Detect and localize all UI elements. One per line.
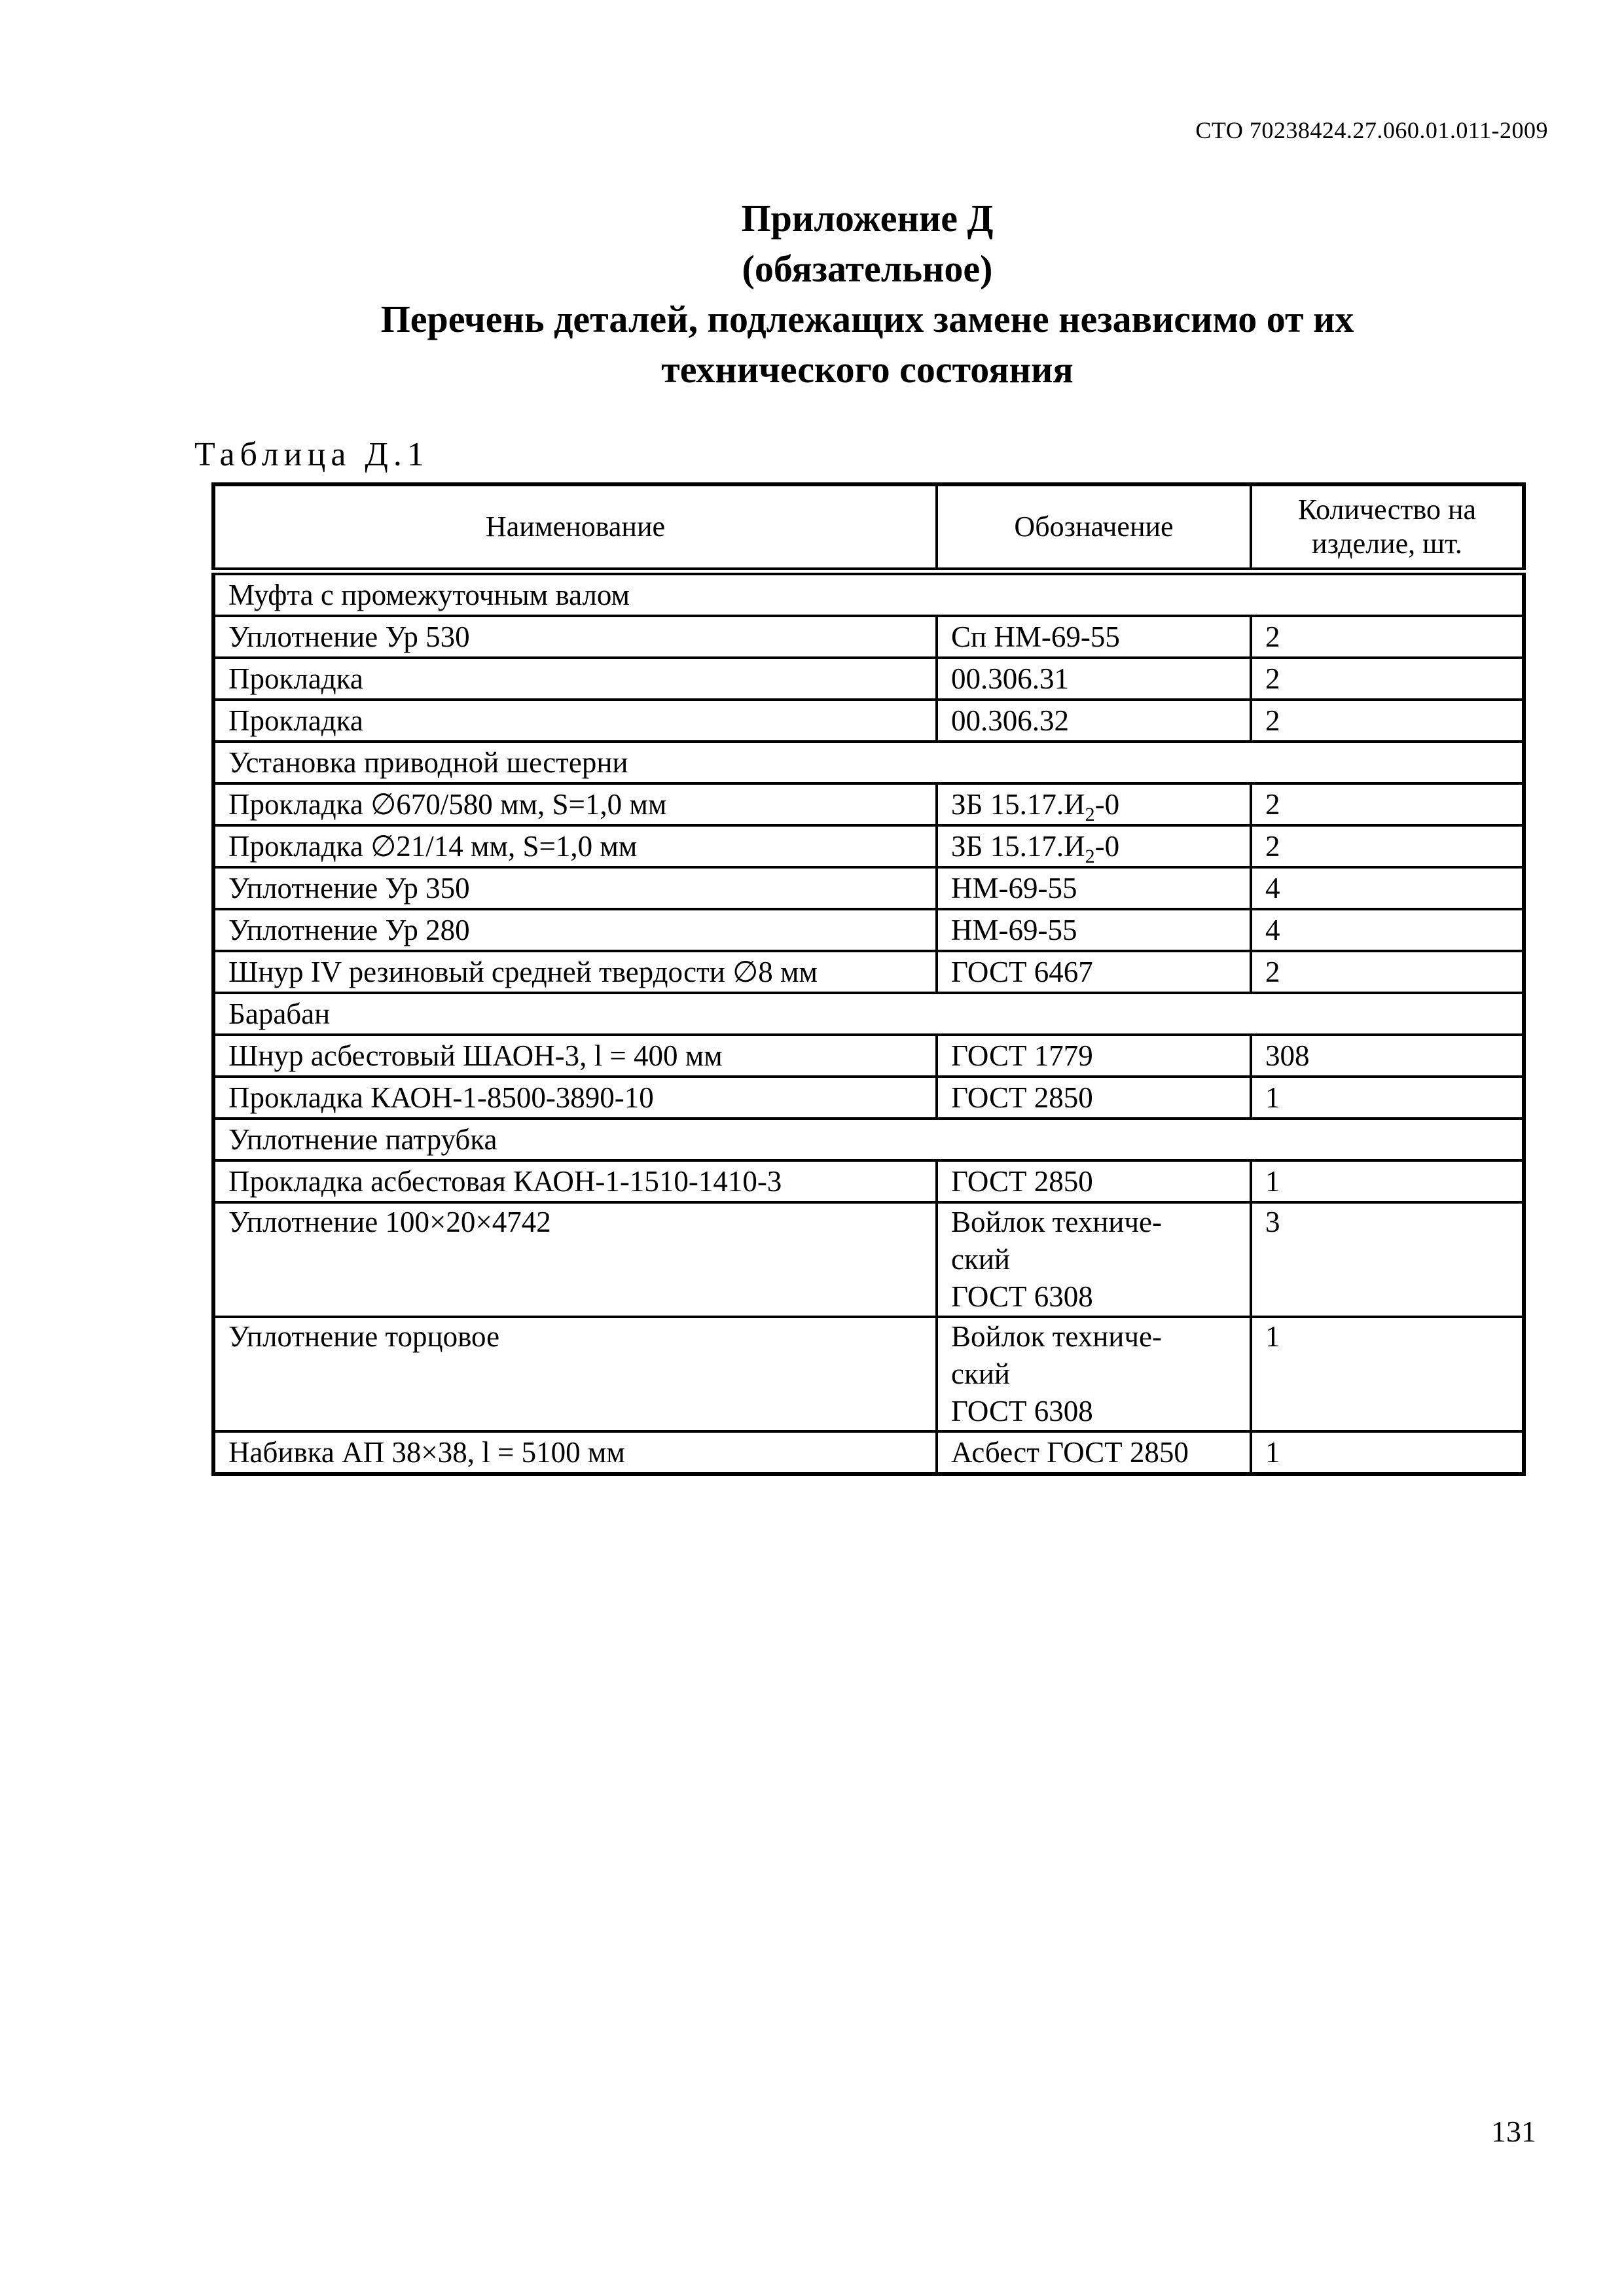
part-name: Прокладка [213, 700, 937, 742]
part-quantity: 2 [1251, 700, 1524, 742]
part-designation [937, 825, 1251, 867]
appendix-subject-line2: технического состояния [661, 348, 1074, 391]
table-row [213, 909, 1524, 951]
part-quantity: 3 [1251, 1202, 1524, 1317]
part-designation: НМ-69-55 [937, 909, 1251, 951]
appendix-title: Приложение Д [741, 197, 994, 240]
designation-tail: -0 [1094, 788, 1120, 821]
table-row [213, 1431, 1524, 1474]
part-quantity: 1 [1251, 1160, 1524, 1202]
part-name: Уплотнение 100×20×4742 [213, 1202, 937, 1317]
table-section-row [213, 571, 1524, 616]
appendix-status: (обязательное) [742, 247, 993, 290]
designation-subscript: 2 [1085, 846, 1095, 867]
table-row [213, 1160, 1524, 1202]
designation-tail: -0 [1094, 830, 1120, 863]
part-name: Уплотнение Ур 530 [213, 616, 937, 658]
table-section-row [213, 1119, 1524, 1160]
appendix-subject-line1: Перечень деталей, подлежащих замене независимо от их [380, 298, 1354, 340]
part-designation [937, 1317, 1251, 1431]
part-designation: Асбест ГОСТ 2850 [937, 1431, 1251, 1474]
part-name: Шнур IV резиновый средней твердости ∅8 мм [213, 951, 937, 993]
part-name: Прокладка асбестовая КАОН-1-1510-1410-3 [213, 1160, 937, 1202]
designation-line: ГОСТ 6308 [951, 1395, 1093, 1427]
part-designation: 00.306.31 [937, 658, 1251, 700]
part-name: Прокладка ∅670/580 мм, S=1,0 мм [213, 783, 937, 825]
part-designation: НМ-69-55 [937, 867, 1251, 909]
part-quantity: 4 [1251, 867, 1524, 909]
table-row [213, 700, 1524, 742]
part-designation: Сп НМ-69-55 [937, 616, 1251, 658]
part-designation: ГОСТ 1779 [937, 1035, 1251, 1077]
part-designation: 00.306.32 [937, 700, 1251, 742]
table-section-row [213, 742, 1524, 783]
part-name: Набивка АП 38×38, l = 5100 мм [213, 1431, 937, 1474]
part-designation [937, 1202, 1251, 1317]
part-name: Шнур асбестовый ШАОН-3, l = 400 мм [213, 1035, 937, 1077]
designation-line: ский [951, 1357, 1010, 1390]
section-label: Муфта с промежуточным валом [213, 571, 1524, 616]
section-label: Уплотнение патрубка [213, 1119, 1524, 1160]
designation-line: Войлок техниче- [951, 1206, 1162, 1238]
part-quantity: 2 [1251, 825, 1524, 867]
part-designation: ГОСТ 2850 [937, 1160, 1251, 1202]
part-quantity: 4 [1251, 909, 1524, 951]
designation-line: ский [951, 1243, 1010, 1276]
table-row [213, 1317, 1524, 1431]
designation-main: ЗБ 15.17.И [951, 830, 1085, 863]
part-designation: ГОСТ 2850 [937, 1077, 1251, 1119]
table-header-row [213, 484, 1524, 571]
table-row [213, 1077, 1524, 1119]
part-name: Уплотнение торцовое [213, 1317, 937, 1431]
part-name: Уплотнение Ур 280 [213, 909, 937, 951]
part-quantity: 308 [1251, 1035, 1524, 1077]
parts-table-wrapper [211, 482, 1522, 1476]
table-row [213, 1202, 1524, 1317]
part-name: Прокладка КАОН-1-8500-3890-10 [213, 1077, 937, 1119]
part-name: Уплотнение Ур 350 [213, 867, 937, 909]
part-quantity: 2 [1251, 616, 1524, 658]
header-designation: Обозначение [937, 484, 1251, 571]
designation-subscript: 2 [1085, 804, 1095, 825]
part-quantity: 1 [1251, 1317, 1524, 1431]
designation-line: ГОСТ 6308 [951, 1280, 1093, 1313]
part-name: Прокладка [213, 658, 937, 700]
appendix-title-block [0, 193, 1623, 395]
table-row [213, 658, 1524, 700]
designation-line: Войлок техниче- [951, 1320, 1162, 1353]
table-row [213, 951, 1524, 993]
parts-table [211, 482, 1526, 1476]
part-quantity: 2 [1251, 658, 1524, 700]
header-quantity: Количество на изделие, шт. [1251, 484, 1524, 571]
table-row [213, 867, 1524, 909]
table-section-row [213, 993, 1524, 1035]
table-row [213, 1035, 1524, 1077]
section-label: Установка приводной шестерни [213, 742, 1524, 783]
part-quantity: 2 [1251, 951, 1524, 993]
part-quantity: 2 [1251, 783, 1524, 825]
part-designation [937, 783, 1251, 825]
designation-main: ЗБ 15.17.И [951, 788, 1085, 821]
table-row [213, 783, 1524, 825]
table-row [213, 825, 1524, 867]
part-quantity: 1 [1251, 1077, 1524, 1119]
section-label: Барабан [213, 993, 1524, 1035]
part-quantity: 1 [1251, 1431, 1524, 1474]
table-row [213, 616, 1524, 658]
table-caption: Таблица Д.1 [194, 436, 429, 473]
part-name: Прокладка ∅21/14 мм, S=1,0 мм [213, 825, 937, 867]
part-designation: ГОСТ 6467 [937, 951, 1251, 993]
page-number: 131 [1491, 2115, 1536, 2148]
header-name: Наименование [213, 484, 937, 571]
document-code: СТО 70238424.27.060.01.011-2009 [1195, 117, 1548, 143]
